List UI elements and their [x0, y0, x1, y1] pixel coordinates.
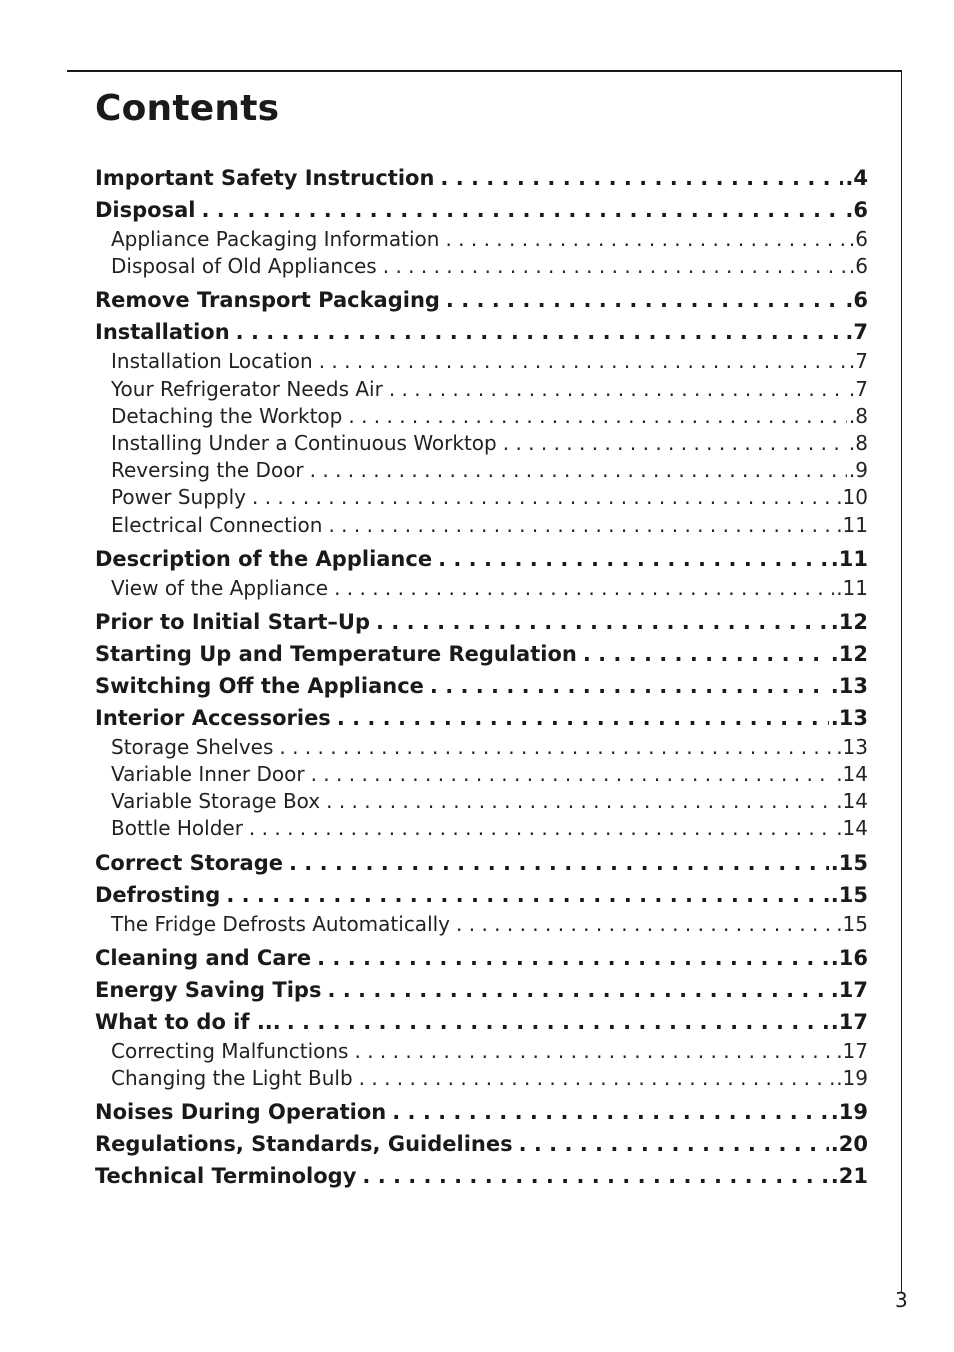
toc-entry[interactable]	[95, 606, 868, 638]
toc-entry-page: .17	[836, 1038, 868, 1063]
dot-leader	[438, 543, 829, 575]
toc-entry-label: Electrical Connection	[111, 512, 323, 537]
toc-entry-page: .13	[836, 734, 868, 759]
toc-entry-page: .9	[848, 458, 868, 483]
toc-entry-page: .4	[845, 166, 868, 190]
dot-leader	[354, 1038, 834, 1065]
dot-leader	[289, 847, 829, 879]
toc-entry-page: .8	[848, 430, 868, 455]
dot-leader	[326, 788, 834, 815]
toc-entry[interactable]	[95, 1096, 868, 1128]
toc-subentry[interactable]	[95, 512, 868, 539]
toc-entry-page: .17	[830, 1009, 868, 1034]
toc-entry-page: .6	[845, 198, 868, 222]
dot-leader	[334, 575, 834, 602]
toc-entry[interactable]	[95, 974, 868, 1006]
toc-subentry[interactable]	[95, 226, 868, 253]
toc-entry-page: .8	[848, 403, 868, 428]
toc-entry-label: Disposal	[95, 198, 196, 222]
table-of-contents	[95, 162, 868, 1192]
toc-entry-page: .11	[836, 575, 868, 600]
dot-leader	[348, 403, 847, 430]
toc-subentry[interactable]	[95, 1065, 868, 1092]
toc-entry-label: Storage Shelves	[111, 734, 274, 759]
toc-entry-label: Defrosting	[95, 882, 221, 907]
toc-subentry[interactable]	[95, 457, 868, 484]
toc-entry-label: Variable Inner Door	[111, 762, 305, 787]
toc-entry-label: Remove Transport Packaging	[95, 288, 440, 313]
toc-entry-page: .6	[848, 227, 868, 251]
toc-entry[interactable]	[95, 1006, 868, 1038]
toc-entry-label: Prior to Initial Start–Up	[95, 609, 371, 634]
dot-leader	[389, 376, 847, 403]
toc-entry-page: .17	[830, 977, 868, 1002]
toc-entry-page: .20	[830, 1132, 868, 1157]
toc-entry-page: .7	[848, 349, 868, 374]
toc-entry-page: .14	[836, 789, 868, 814]
toc-entry[interactable]	[95, 942, 868, 974]
dot-leader	[519, 1128, 829, 1160]
toc-subentry[interactable]	[95, 430, 868, 457]
toc-entry-page: .14	[836, 762, 868, 787]
toc-entry-label: Energy Saving Tips	[95, 977, 322, 1002]
toc-subentry[interactable]	[95, 815, 868, 842]
toc-subentry[interactable]	[95, 911, 868, 938]
toc-subentry[interactable]	[95, 761, 868, 788]
dot-leader	[456, 911, 834, 938]
toc-subentry[interactable]	[95, 734, 868, 761]
dot-leader	[503, 430, 847, 457]
toc-entry-label: Variable Storage Box	[111, 789, 321, 814]
dot-leader	[327, 974, 828, 1006]
dot-leader	[362, 1160, 828, 1192]
toc-subentry[interactable]	[95, 575, 868, 602]
toc-entry-page: .19	[830, 1100, 868, 1125]
toc-entry-label: Disposal of Old Appliances	[111, 254, 377, 279]
toc-entry-page: .12	[830, 641, 868, 666]
toc-entry[interactable]	[95, 879, 868, 911]
toc-entry-page: .11	[830, 546, 868, 571]
side-rule	[901, 70, 902, 1292]
dot-leader	[440, 162, 843, 194]
toc-entry-page: .11	[836, 512, 868, 537]
toc-entry-label: Starting Up and Temperature Regulation	[95, 641, 577, 666]
toc-subentry[interactable]	[95, 788, 868, 815]
dot-leader	[310, 457, 847, 484]
toc-entry-page: .15	[830, 850, 868, 875]
dot-leader	[328, 512, 834, 539]
toc-entry-page: .10	[836, 485, 868, 510]
toc-entry-label: Power Supply	[111, 485, 246, 510]
toc-entry-label: Your Refrigerator Needs Air	[111, 376, 383, 401]
dot-leader	[319, 348, 847, 375]
toc-entry-label: Installation Location	[111, 349, 313, 374]
toc-entry[interactable]	[95, 284, 868, 316]
toc-entry-label: Description of the Appliance	[95, 546, 433, 571]
toc-subentry[interactable]	[95, 348, 868, 375]
toc-entry-page: .6	[845, 288, 868, 313]
top-rule	[67, 70, 902, 72]
toc-entry-label: Technical Terminology	[95, 1164, 357, 1189]
toc-entry-label: Noises During Operation	[95, 1100, 387, 1125]
toc-entry-page: .13	[830, 705, 868, 730]
toc-subentry[interactable]	[95, 1038, 868, 1065]
toc-entry[interactable]	[95, 702, 868, 734]
toc-entry-label: Important Safety Instruction	[95, 166, 435, 190]
toc-entry[interactable]	[95, 316, 868, 348]
dot-leader	[226, 879, 828, 911]
dot-leader	[236, 316, 844, 348]
dot-leader	[311, 761, 835, 788]
toc-entry-label: Switching Off the Appliance	[95, 673, 424, 698]
toc-entry-label: Correct Storage	[95, 850, 283, 875]
toc-entry[interactable]	[95, 847, 868, 879]
toc-entry[interactable]	[95, 638, 868, 670]
toc-entry-label: Installing Under a Continuous Worktop	[111, 430, 497, 455]
dot-leader	[201, 194, 843, 226]
toc-entry-page: .13	[830, 673, 868, 698]
toc-entry[interactable]	[95, 543, 868, 575]
dot-leader	[430, 670, 829, 702]
toc-entry-page: .21	[830, 1164, 868, 1189]
toc-entry[interactable]	[95, 194, 868, 226]
dot-leader	[376, 606, 829, 638]
toc-entry-page: .16	[830, 945, 868, 970]
page-title: Contents	[95, 88, 280, 129]
toc-entry-label: Bottle Holder	[111, 816, 243, 841]
toc-entry-label: The Fridge Defrosts Automatically	[111, 911, 451, 936]
toc-entry-page: .7	[848, 376, 868, 401]
dot-leader	[252, 484, 834, 511]
page-number: 3	[895, 1288, 908, 1312]
toc-entry-page: .12	[830, 609, 868, 634]
dot-leader	[392, 1096, 829, 1128]
dot-leader	[317, 942, 829, 974]
dot-leader	[287, 1006, 829, 1038]
toc-entry-page: .15	[830, 882, 868, 907]
dot-leader	[446, 284, 843, 316]
toc-entry[interactable]	[95, 1160, 868, 1192]
toc-entry-page: .7	[845, 320, 868, 345]
toc-entry-label: Changing the Light Bulb	[111, 1066, 353, 1090]
toc-entry-page: .14	[836, 816, 868, 841]
toc-entry-label: Appliance Packaging Information	[111, 227, 440, 251]
toc-subentry[interactable]	[95, 484, 868, 511]
toc-entry-label: Correcting Malfunctions	[111, 1038, 349, 1063]
toc-entry-page: .6	[848, 254, 868, 279]
toc-entry-label: Detaching the Worktop	[111, 403, 343, 428]
toc-entry[interactable]	[95, 162, 868, 194]
dot-leader	[337, 702, 829, 734]
toc-entry-label: Reversing the Door	[111, 458, 304, 483]
toc-entry[interactable]	[95, 1128, 868, 1160]
toc-entry-label: View of the Appliance	[111, 575, 329, 600]
dot-leader	[383, 253, 847, 280]
dot-leader	[359, 1065, 835, 1092]
toc-entry-page: .15	[836, 911, 868, 936]
dot-leader	[583, 638, 829, 670]
toc-entry-page: .19	[836, 1066, 868, 1090]
toc-entry[interactable]	[95, 670, 868, 702]
toc-subentry[interactable]	[95, 253, 868, 280]
dot-leader	[445, 226, 846, 253]
toc-subentry[interactable]	[95, 403, 868, 430]
toc-entry-label: Interior Accessories	[95, 705, 331, 730]
toc-entry-label: Installation	[95, 320, 230, 345]
toc-entry-label: What to do if ...	[95, 1009, 281, 1034]
toc-entry-label: Regulations, Standards, Guidelines	[95, 1132, 513, 1157]
toc-entry-label: Cleaning and Care	[95, 945, 312, 970]
dot-leader	[279, 734, 834, 761]
toc-subentry[interactable]	[95, 376, 868, 403]
dot-leader	[249, 815, 834, 842]
